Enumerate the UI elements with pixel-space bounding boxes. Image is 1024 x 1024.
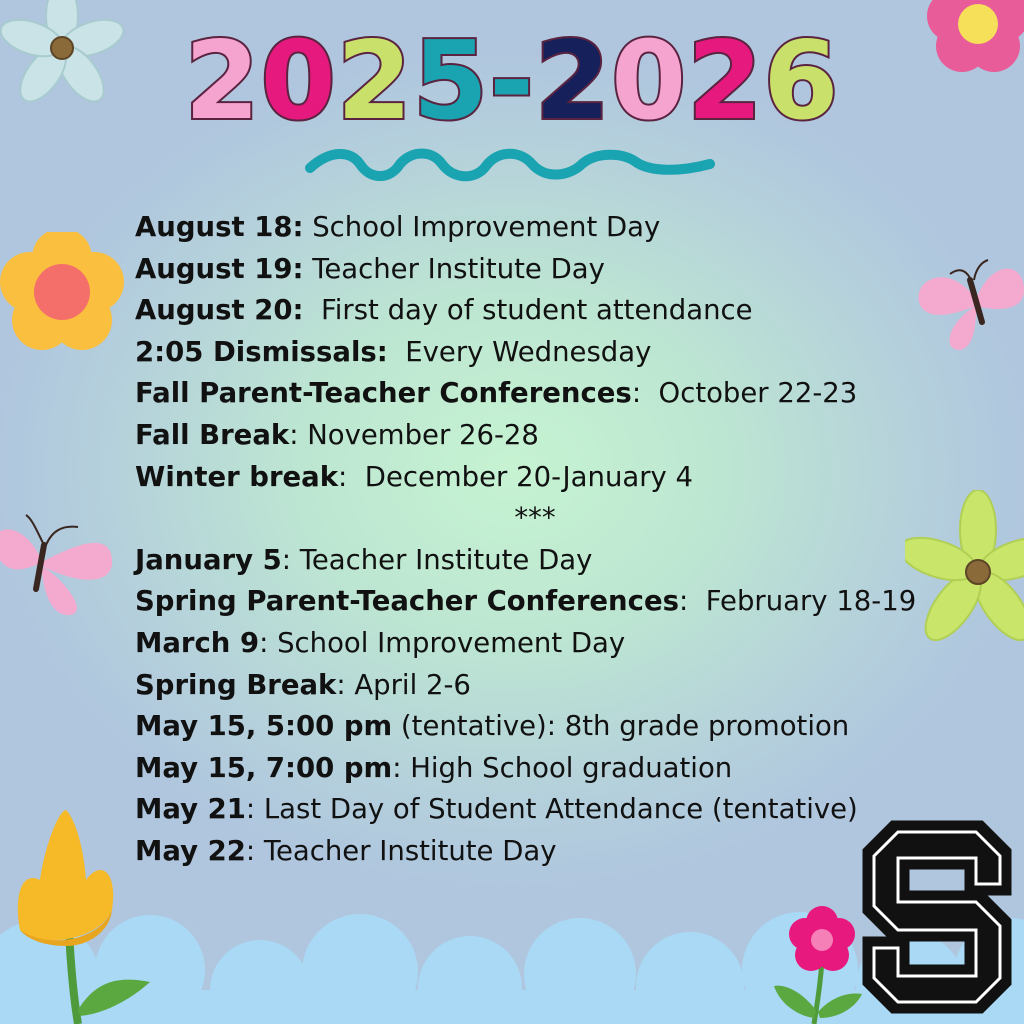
event-row [135, 457, 935, 499]
title-char: 6 [763, 19, 840, 144]
event-row [135, 706, 935, 748]
event-text: : Last Day of Student Attendance (tentative) [245, 793, 858, 826]
event-text: : School Improvement Day [259, 626, 626, 659]
event-text: : High School graduation [392, 751, 733, 784]
event-label: August 19: [135, 252, 304, 285]
event-label: January 5 [135, 543, 282, 576]
title-char: 2 [336, 19, 413, 144]
title-char: 0 [611, 19, 688, 144]
event-text: Every Wednesday [387, 335, 652, 368]
butterfly-icon [0, 505, 120, 620]
small-pink-flower-icon [770, 900, 870, 1024]
event-row [135, 665, 935, 707]
event-row [135, 207, 935, 249]
title-char: 2 [687, 19, 764, 144]
event-row [135, 249, 935, 291]
event-label: March 9 [135, 626, 260, 659]
event-label: Spring Parent-Teacher Conferences [135, 585, 679, 618]
orange-flower-icon [0, 232, 130, 362]
title-char: 2 [184, 19, 261, 144]
event-row [135, 540, 935, 582]
event-text: : December 20-January 4 [338, 460, 694, 493]
event-row [135, 789, 935, 831]
event-label: May 15, 7:00 pm [135, 751, 393, 784]
event-row [135, 290, 935, 332]
event-text: : April 2-6 [336, 668, 471, 701]
event-text: Teacher Institute Day [303, 252, 605, 285]
event-label: 2:05 Dismissals: [135, 335, 388, 368]
title-char: 5 [412, 19, 490, 144]
event-row [135, 415, 935, 457]
event-row [135, 581, 935, 623]
event-label: Winter break [135, 460, 339, 493]
event-text: First day of student attendance [303, 294, 753, 327]
event-label: August 18: [135, 211, 304, 243]
title-char: 2 [534, 19, 612, 144]
event-row [135, 623, 935, 665]
event-label: Spring Break [135, 668, 337, 701]
event-row [135, 831, 935, 873]
event-label: May 21 [135, 793, 246, 826]
event-text: School Improvement Day [303, 211, 661, 243]
event-label: Fall Parent-Teacher Conferences [135, 377, 632, 410]
event-text: : Teacher Institute Day [245, 834, 557, 867]
title-char: - [489, 19, 535, 144]
title-char: 0 [260, 19, 337, 144]
event-text: : October 22-23 [631, 377, 858, 410]
teal-wave [300, 140, 720, 190]
page-title [0, 19, 1024, 144]
event-row [135, 373, 935, 415]
event-text: : November 26-28 [289, 418, 539, 451]
separator: *** [514, 502, 556, 535]
event-text: : February 18-19 [678, 585, 917, 618]
event-text: (tentative): 8th grade promotion [392, 710, 850, 743]
event-label: August 20: [135, 294, 304, 327]
event-row [135, 748, 935, 790]
event-row [135, 332, 935, 374]
event-label: May 22 [135, 834, 246, 867]
event-label: Fall Break [135, 418, 290, 451]
event-text: : Teacher Institute Day [281, 543, 593, 576]
event-label: May 15, 5:00 pm [135, 710, 393, 743]
events-list [135, 207, 935, 873]
